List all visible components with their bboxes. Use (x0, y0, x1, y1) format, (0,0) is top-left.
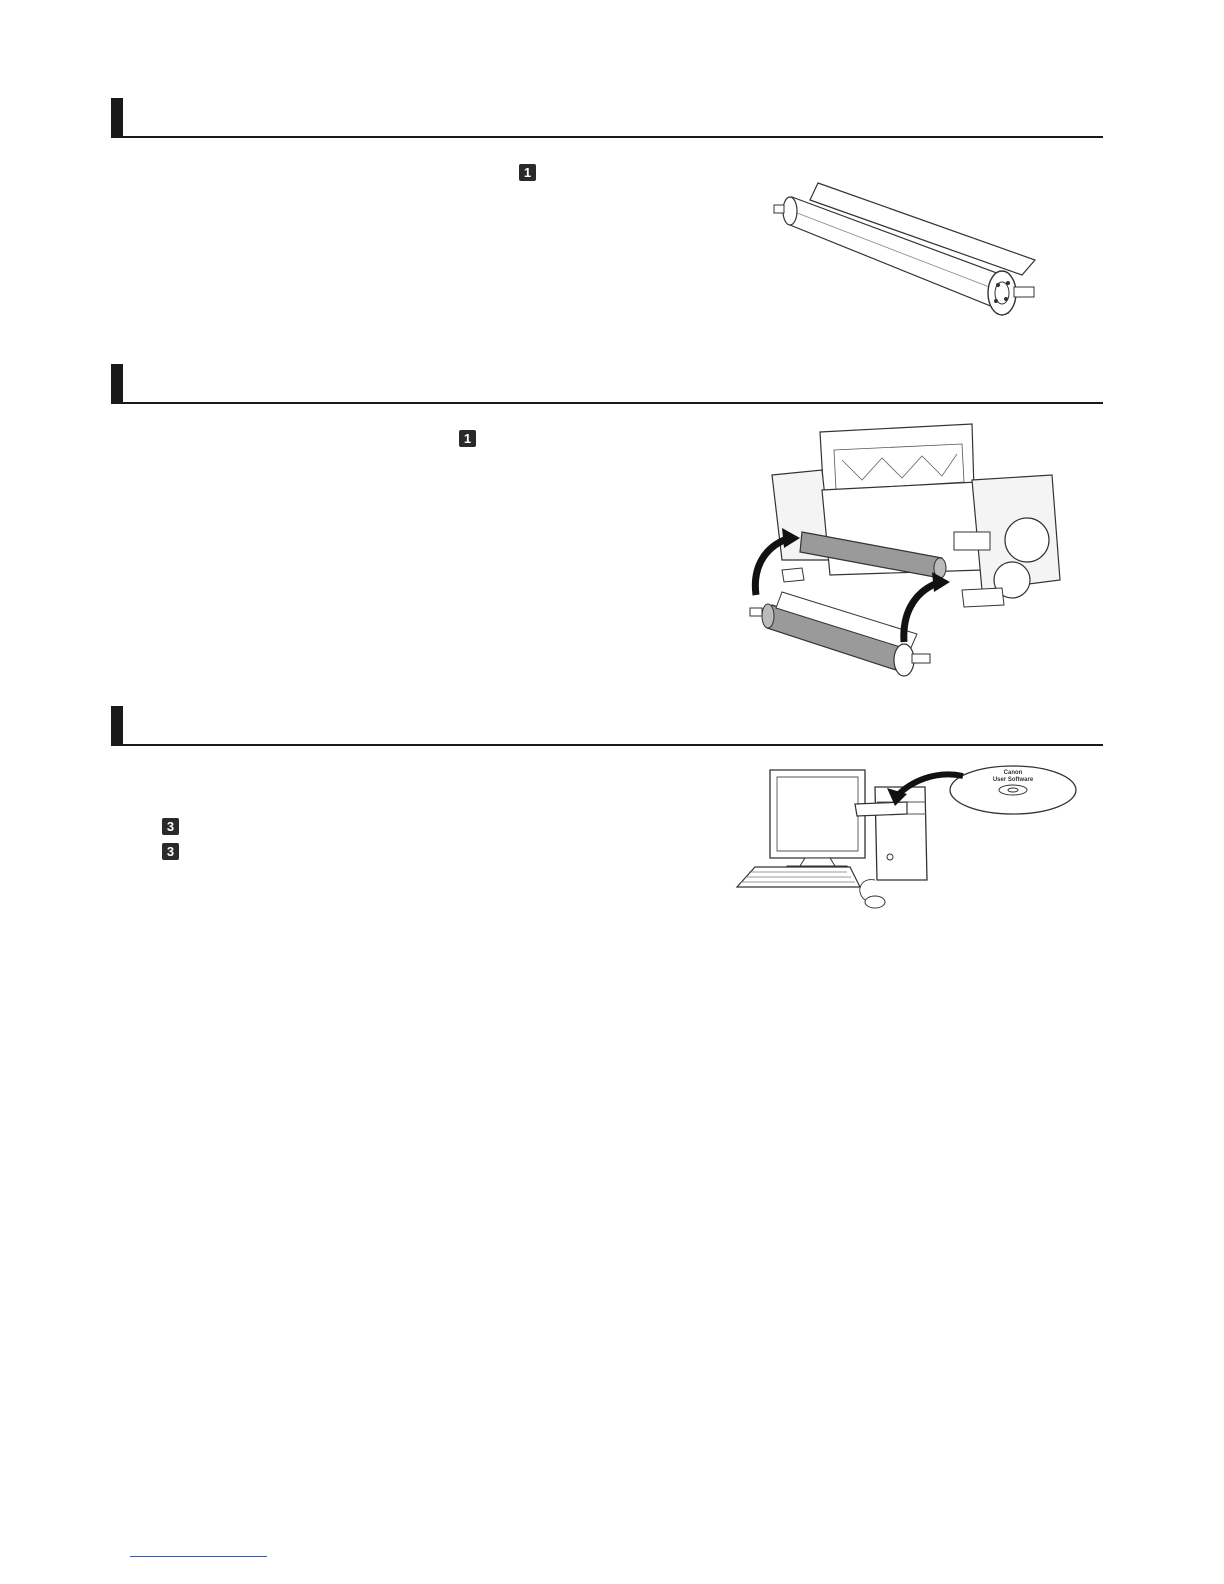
section-marker (111, 706, 123, 744)
step-badge: 3 (162, 818, 179, 835)
section-rule (111, 402, 1103, 404)
section-header-1 (111, 98, 1103, 138)
section-rule (111, 136, 1103, 138)
step-badge: 3 (162, 843, 179, 860)
footer-link-underline[interactable] (130, 1556, 267, 1557)
cd-label-brand: Canon (1003, 770, 1023, 776)
section-header-3 (111, 706, 1103, 746)
section-marker (111, 98, 123, 136)
cd-label-title: User Software (992, 777, 1034, 783)
printer-loading-roll-illustration (742, 420, 1067, 685)
section-header-2 (111, 364, 1103, 404)
step-badge: 1 (459, 430, 476, 447)
roll-holder-illustration (770, 175, 1040, 325)
section-rule (111, 744, 1103, 746)
step-badge: 1 (519, 164, 536, 181)
computer-cd-install-illustration (735, 762, 1085, 912)
section-marker (111, 364, 123, 402)
